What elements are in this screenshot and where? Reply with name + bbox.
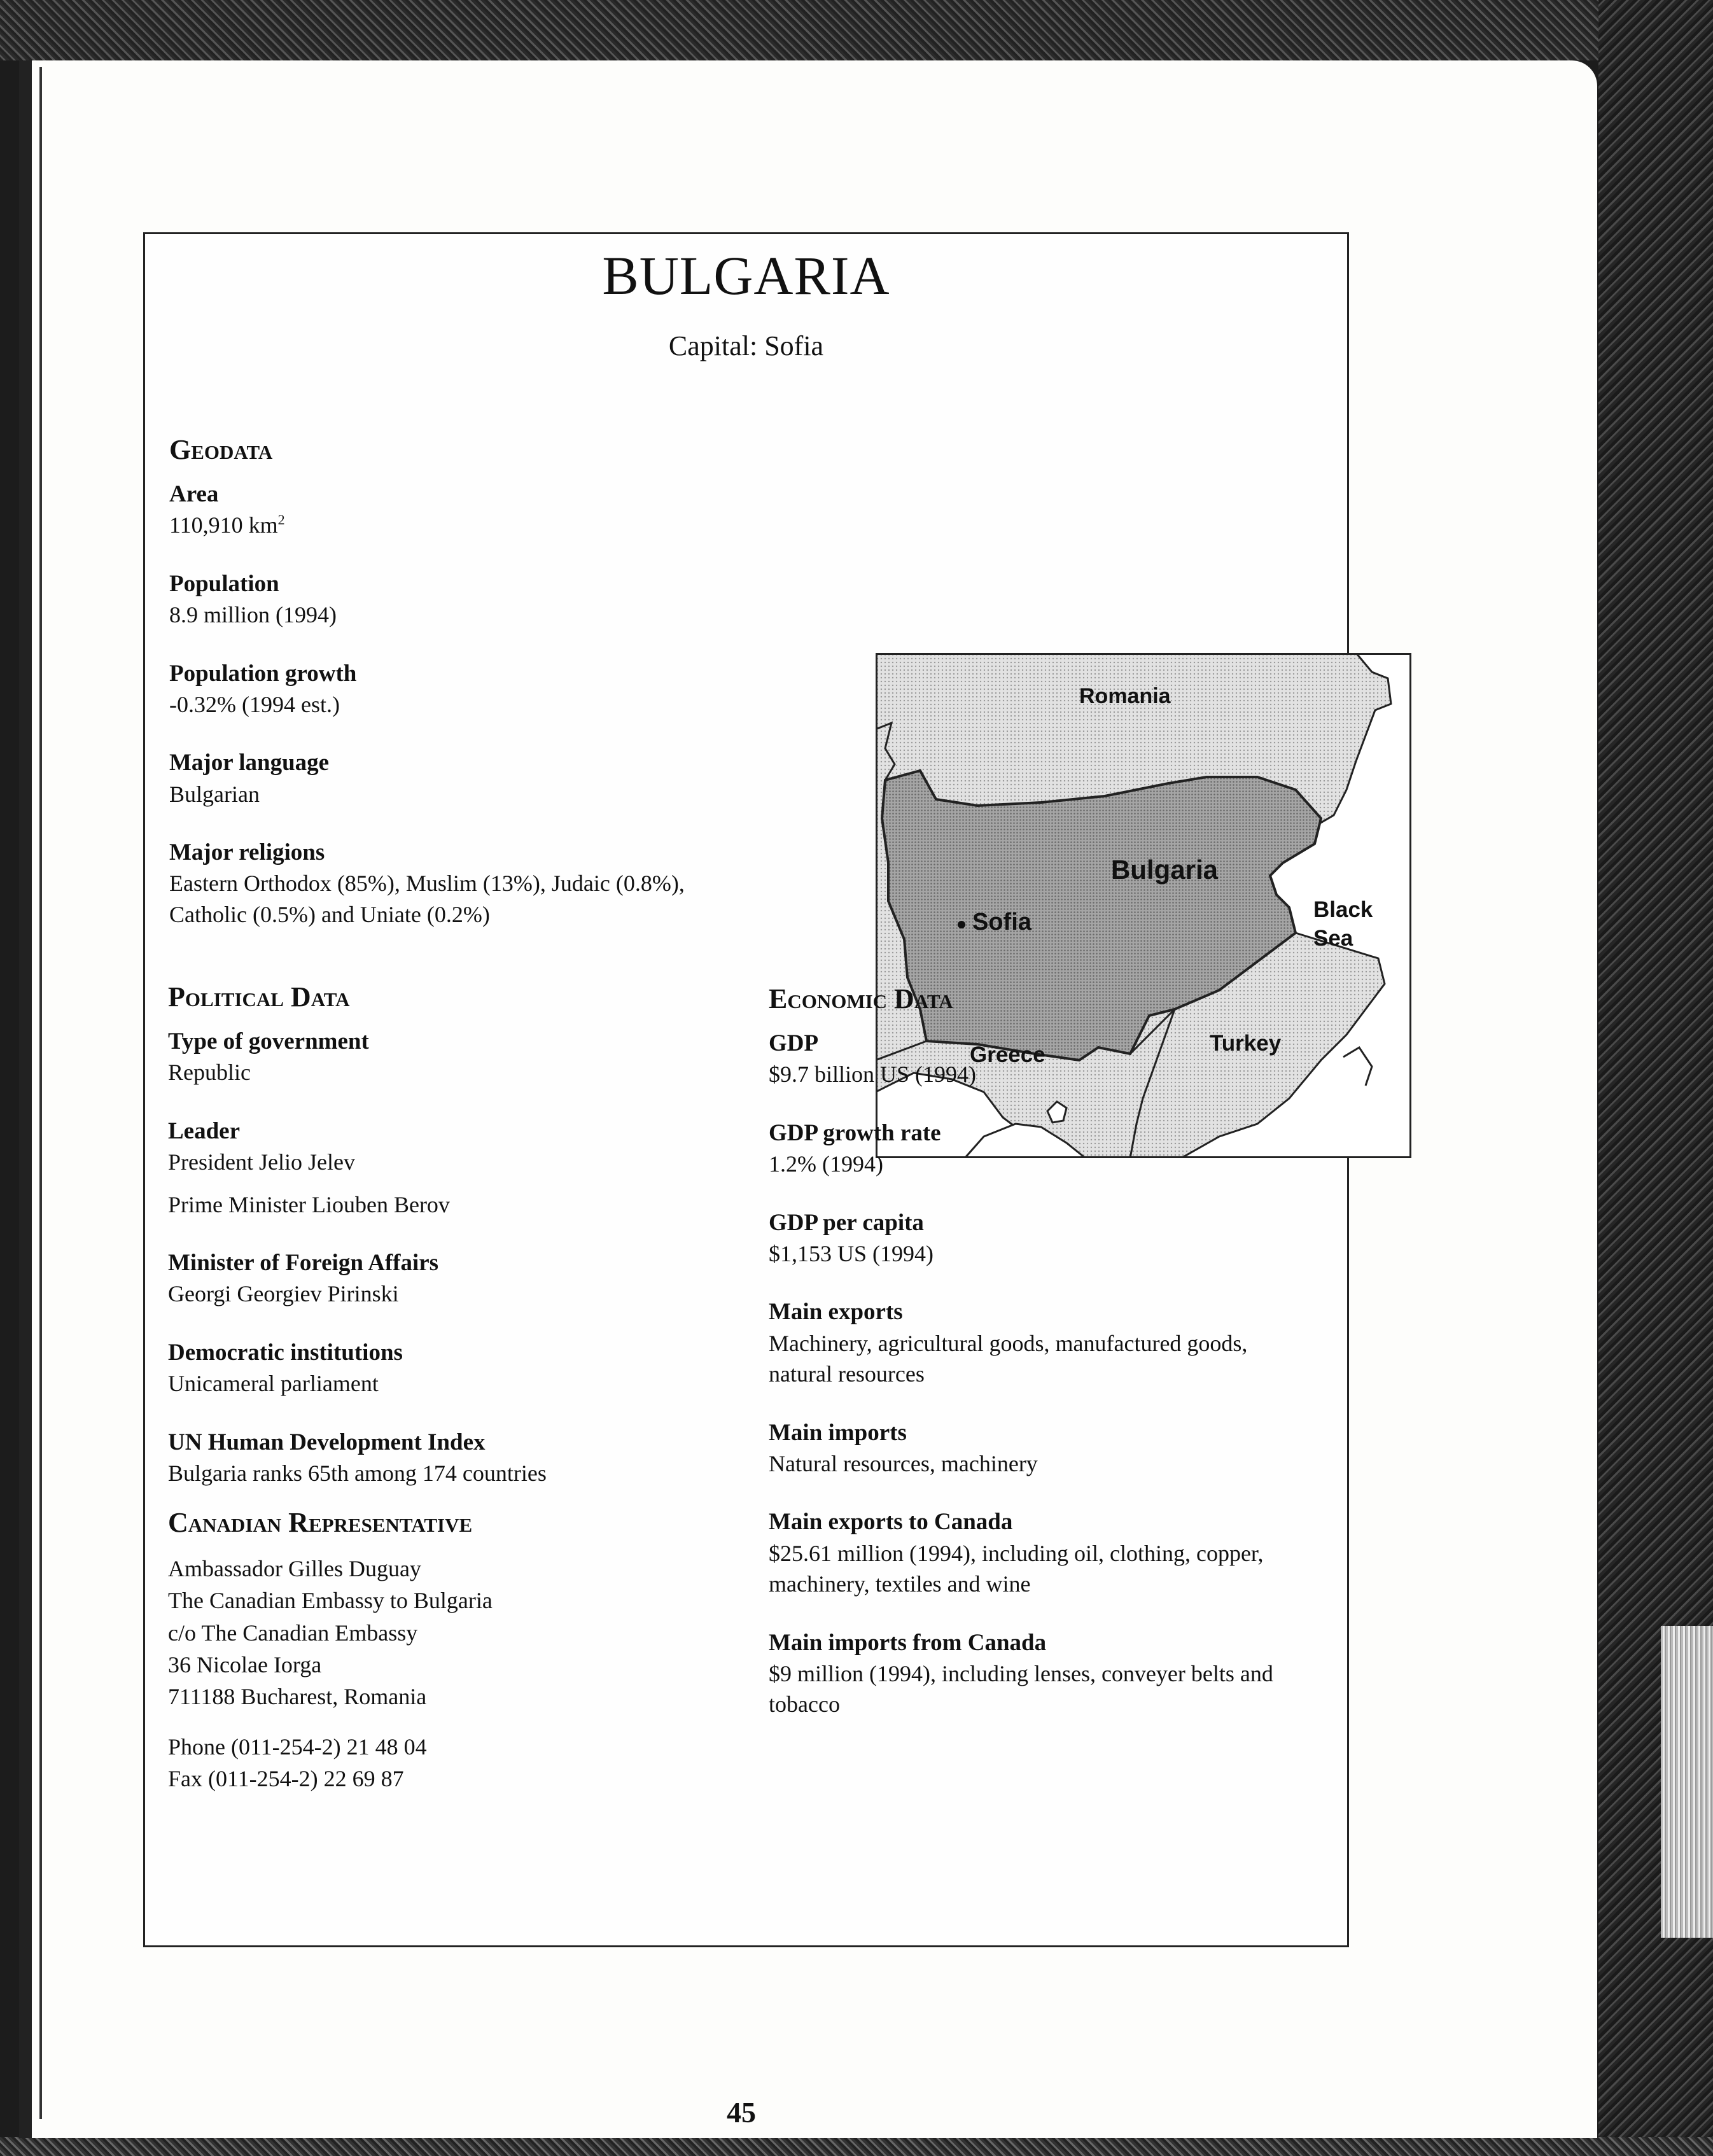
gdp-per-capita-value: $1,153 US (1994) bbox=[769, 1240, 933, 1266]
address-line-5: 711188 Bucharest, Romania bbox=[168, 1684, 427, 1710]
economic-heading: Economic Data bbox=[769, 983, 953, 1014]
page-binding-edge bbox=[39, 67, 42, 2119]
address-line-3: c/o The Canadian Embassy bbox=[168, 1620, 418, 1646]
foreign-minister-field bbox=[168, 1248, 741, 1310]
population-label: Population bbox=[169, 571, 279, 598]
main-exports-value-line1: Machinery, agricultural goods, manufactured goods, bbox=[769, 1330, 1248, 1356]
sofia-marker bbox=[958, 921, 965, 928]
gdp-value: $9.7 billion US (1994) bbox=[769, 1061, 977, 1088]
gdp-field bbox=[769, 1028, 1329, 1090]
government-value: Republic bbox=[168, 1060, 251, 1086]
government-field bbox=[168, 1026, 741, 1088]
imports-from-canada-label: Main imports from Canada bbox=[769, 1629, 1047, 1656]
area-field bbox=[169, 479, 742, 541]
hdi-field bbox=[168, 1427, 741, 1489]
main-imports-value: Natural resources, machinery bbox=[769, 1450, 1038, 1476]
population-value: 8.9 million (1994) bbox=[169, 602, 337, 628]
gdp-per-capita-label: GDP per capita bbox=[769, 1209, 924, 1236]
area-number: 110,910 km bbox=[169, 512, 278, 538]
map-label-sofia: Sofia bbox=[972, 909, 1031, 935]
exports-to-canada-value-line1: $25.61 million (1994), including oil, clothing, copper, bbox=[769, 1540, 1264, 1566]
page-number: 45 bbox=[727, 2096, 756, 2129]
gdp-per-capita-field bbox=[769, 1208, 1329, 1270]
hdi-value: Bulgaria ranks 65th among 174 countries bbox=[168, 1460, 547, 1486]
area-unit-superscript: 2 bbox=[277, 512, 285, 528]
leader-value-president: President Jelio Jelev bbox=[168, 1149, 355, 1175]
foreign-minister-label: Minister of Foreign Affairs bbox=[168, 1250, 439, 1277]
imports-from-canada-field bbox=[769, 1628, 1329, 1720]
language-value: Bulgarian bbox=[169, 781, 260, 807]
main-imports-field bbox=[769, 1418, 1329, 1480]
imports-from-canada-value-line2: tobacco bbox=[769, 1691, 840, 1718]
embassy-contact bbox=[168, 1731, 741, 1795]
map-label-black-sea-line2: Sea bbox=[1313, 926, 1353, 951]
capital-subtitle: Capital: Sofia bbox=[668, 330, 824, 361]
main-exports-value-line2: natural resources bbox=[769, 1361, 925, 1387]
address-line-2: The Canadian Embassy to Bulgaria bbox=[168, 1588, 493, 1614]
religions-value-line2: Catholic (0.5%) and Uniate (0.2%) bbox=[169, 901, 490, 927]
leader-field bbox=[168, 1116, 741, 1220]
phone-number: Phone (011-254-2) 21 48 04 bbox=[168, 1733, 427, 1760]
institutions-field bbox=[168, 1338, 741, 1399]
population-growth-value: -0.32% (1994 est.) bbox=[169, 691, 340, 717]
scan-border-top bbox=[0, 0, 1713, 60]
map-label-turkey: Turkey bbox=[1210, 1031, 1282, 1056]
political-heading: Political Data bbox=[168, 981, 350, 1012]
document-page bbox=[19, 60, 1597, 2138]
map-label-greece: Greece bbox=[970, 1042, 1045, 1067]
area-value bbox=[169, 510, 742, 541]
leader-label: Leader bbox=[168, 1118, 241, 1145]
population-field bbox=[169, 569, 742, 631]
fax-number: Fax (011-254-2) 22 69 87 bbox=[168, 1766, 404, 1792]
gdp-label: GDP bbox=[769, 1030, 819, 1057]
main-imports-label: Main imports bbox=[769, 1419, 907, 1446]
imports-from-canada-value-line1: $9 million (1994), including lenses, conveyer belts and bbox=[769, 1660, 1273, 1686]
religions-label: Major religions bbox=[169, 839, 325, 866]
map-label-bulgaria: Bulgaria bbox=[1111, 855, 1219, 885]
gdp-growth-label: GDP growth rate bbox=[769, 1120, 941, 1147]
canadian-representative-heading: Canadian Representative bbox=[168, 1507, 473, 1539]
foreign-minister-value: Georgi Georgiev Pirinski bbox=[168, 1281, 399, 1307]
map-label-black-sea-line1: Black bbox=[1313, 897, 1373, 922]
institutions-label: Democratic institutions bbox=[168, 1340, 403, 1366]
scan-border-bottom bbox=[0, 2137, 1713, 2156]
leader-value-prime-minister: Prime Minister Liouben Berov bbox=[168, 1191, 450, 1217]
exports-to-canada-value-line2: machinery, textiles and wine bbox=[769, 1571, 1031, 1597]
area-label: Area bbox=[169, 481, 219, 508]
address-line-4: 36 Nicolae Iorga bbox=[168, 1651, 322, 1677]
economic-section bbox=[769, 984, 1329, 1748]
exports-to-canada-label: Main exports to Canada bbox=[769, 1509, 1013, 1536]
map-label-romania: Romania bbox=[1079, 684, 1171, 708]
scan-artifact-patch bbox=[1661, 1626, 1713, 1938]
embassy-address bbox=[168, 1553, 741, 1713]
main-exports-field bbox=[769, 1297, 1329, 1389]
population-growth-field bbox=[169, 659, 742, 720]
left-column-lower bbox=[168, 982, 741, 1795]
country-profile-panel bbox=[143, 232, 1373, 1947]
language-field bbox=[169, 748, 742, 809]
main-exports-label: Main exports bbox=[769, 1299, 903, 1326]
language-label: Major language bbox=[169, 750, 330, 776]
address-line-1: Ambassador Gilles Duguay bbox=[168, 1555, 421, 1581]
geodata-section bbox=[169, 435, 742, 958]
gdp-growth-field bbox=[769, 1118, 1329, 1180]
religions-value-line1: Eastern Orthodox (85%), Muslim (13%), Judaic (0.8%), bbox=[169, 871, 685, 897]
exports-to-canada-field bbox=[769, 1507, 1329, 1599]
geodata-heading: Geodata bbox=[169, 434, 273, 465]
institutions-value: Unicameral parliament bbox=[168, 1371, 379, 1397]
religions-field bbox=[169, 837, 742, 930]
gdp-growth-value: 1.2% (1994) bbox=[769, 1151, 883, 1177]
page-title: BULGARIA bbox=[602, 245, 890, 306]
government-label: Type of government bbox=[168, 1028, 369, 1055]
hdi-label: UN Human Development Index bbox=[168, 1429, 486, 1455]
population-growth-label: Population growth bbox=[169, 660, 357, 687]
